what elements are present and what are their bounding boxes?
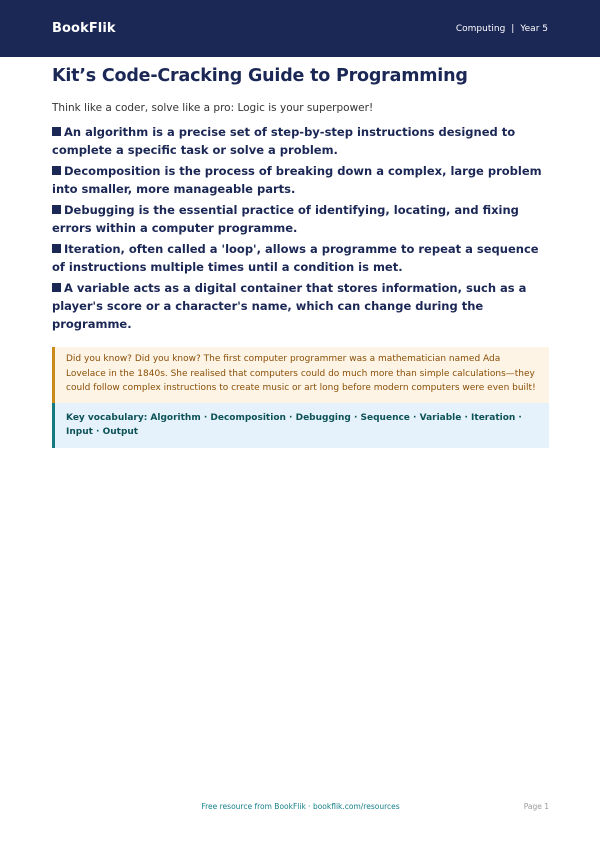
page-footer (52, 802, 549, 814)
key-points-list (52, 123, 549, 333)
list-item (52, 123, 549, 159)
list-item-text: Decomposition is the process of breaking down a complex, large problem into smaller, more manageable parts. (52, 164, 542, 196)
header-meta (456, 24, 548, 34)
brand-logo[interactable]: BookFlik (52, 21, 116, 36)
list-item-text: Debugging is the essential practice of identifying, locating, and fixing errors within a computer programme. (52, 203, 519, 235)
subject-label: Computing (455, 23, 506, 34)
square-bullet-icon (52, 205, 61, 214)
footer-resource-link[interactable]: Free resource from BookFlik · bookflik.com/resources (201, 802, 400, 811)
main-content (52, 64, 549, 448)
year-label: Year 5 (520, 23, 548, 34)
meta-separator: | (511, 23, 515, 34)
page-subtitle: Think like a coder, solve like a pro: Logic is your superpower! (52, 102, 374, 114)
square-bullet-icon (52, 244, 61, 253)
square-bullet-icon (52, 166, 61, 175)
list-item (52, 201, 549, 237)
top-header-bar (0, 0, 600, 57)
page-title: Kit’s Code-Cracking Guide to Programming (52, 66, 468, 86)
list-item-text: An algorithm is a precise set of step-by-step instructions designed to complete a specific task or solve a problem. (52, 125, 516, 157)
square-bullet-icon (52, 283, 61, 292)
list-item (52, 279, 549, 333)
list-item-text: Iteration, often called a 'loop', allows a programme to repeat a sequence of instructions multiple times until a condition is met. (52, 242, 539, 274)
list-item (52, 240, 549, 276)
key-vocabulary-box: Key vocabulary: Algorithm · Decomposition · Debugging · Sequence · Variable · Iteration · Input · Output (52, 403, 549, 448)
square-bullet-icon (52, 127, 61, 136)
list-item (52, 162, 549, 198)
list-item-text: A variable acts as a digital container that stores information, such as a player's score or a character's name, which can change during the programme. (52, 281, 527, 331)
did-you-know-box: Did you know? Did you know? The first computer programmer was a mathematician named Ada Lovelace in the 1840s. She realised that computers could do much more than simple calculations—they could follow complex instructions to create music or art long before modern computers were even built! (52, 347, 549, 403)
page-number: Page 1 (523, 802, 549, 811)
